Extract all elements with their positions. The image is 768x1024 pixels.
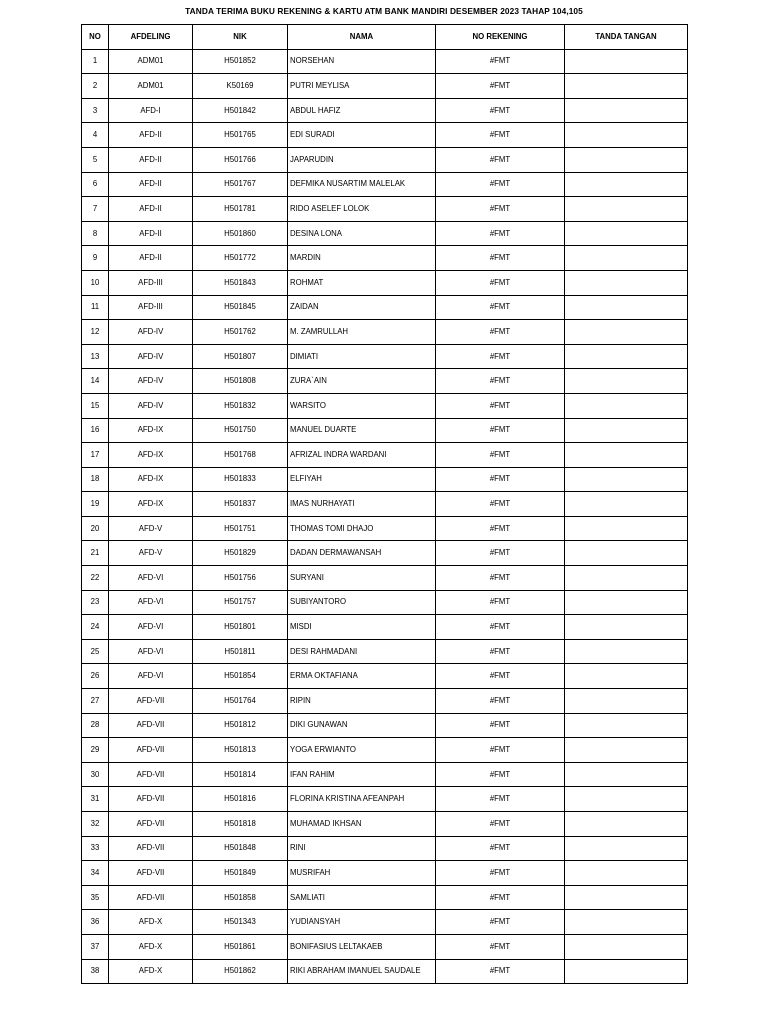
cell-nik: H501858 — [193, 885, 288, 910]
cell-tanda-tangan — [565, 934, 688, 959]
cell-no: 35 — [82, 885, 109, 910]
cell-nama: JAPARUDIN — [288, 147, 436, 172]
cell-afdeling: AFD-IV — [109, 369, 193, 394]
cell-afdeling: AFD-IX — [109, 492, 193, 517]
cell-tanda-tangan — [565, 910, 688, 935]
cell-afdeling: AFD-II — [109, 147, 193, 172]
cell-afdeling: AFD-III — [109, 295, 193, 320]
cell-afdeling: AFD-X — [109, 910, 193, 935]
cell-nama: MUHAMAD IKHSAN — [288, 812, 436, 837]
cell-no: 30 — [82, 762, 109, 787]
table-row — [82, 566, 688, 591]
cell-nama: DESI RAHMADANI — [288, 639, 436, 664]
cell-tanda-tangan — [565, 516, 688, 541]
cell-afdeling: AFD-VII — [109, 836, 193, 861]
cell-nama: M. ZAMRULLAH — [288, 320, 436, 345]
table-row — [82, 320, 688, 345]
cell-no-rekening: #FMT — [436, 861, 565, 886]
cell-tanda-tangan — [565, 393, 688, 418]
cell-no: 34 — [82, 861, 109, 886]
cell-afdeling: AFD-VII — [109, 861, 193, 886]
cell-no: 24 — [82, 615, 109, 640]
cell-tanda-tangan — [565, 639, 688, 664]
cell-nik: H501832 — [193, 393, 288, 418]
cell-no: 13 — [82, 344, 109, 369]
cell-no: 1 — [82, 49, 109, 74]
cell-nik: H501848 — [193, 836, 288, 861]
cell-nik: H501818 — [193, 812, 288, 837]
cell-afdeling: AFD-VII — [109, 885, 193, 910]
cell-nik: H501343 — [193, 910, 288, 935]
table-row — [82, 172, 688, 197]
cell-no-rekening: #FMT — [436, 393, 565, 418]
column-header-tanda-tangan: TANDA TANGAN — [565, 25, 688, 50]
table-row — [82, 836, 688, 861]
table-header — [82, 25, 688, 50]
cell-nik: H501837 — [193, 492, 288, 517]
cell-no-rekening: #FMT — [436, 713, 565, 738]
cell-afdeling: AFD-IV — [109, 344, 193, 369]
cell-nik: H501765 — [193, 123, 288, 148]
cell-nama: DIMIATI — [288, 344, 436, 369]
cell-nama: ZURA`AIN — [288, 369, 436, 394]
cell-tanda-tangan — [565, 787, 688, 812]
cell-nama: EDI SURADI — [288, 123, 436, 148]
cell-tanda-tangan — [565, 270, 688, 295]
cell-nama: IFAN RAHIM — [288, 762, 436, 787]
cell-nik: H501757 — [193, 590, 288, 615]
cell-nama: SUBIYANTORO — [288, 590, 436, 615]
cell-tanda-tangan — [565, 369, 688, 394]
cell-afdeling: AFD-VII — [109, 738, 193, 763]
table-row — [82, 516, 688, 541]
table-row — [82, 664, 688, 689]
cell-nik: H501845 — [193, 295, 288, 320]
cell-nama: FLORINA KRISTINA AFEANPAH — [288, 787, 436, 812]
cell-afdeling: AFD-IX — [109, 418, 193, 443]
cell-tanda-tangan — [565, 713, 688, 738]
table-row — [82, 270, 688, 295]
cell-no-rekening: #FMT — [436, 516, 565, 541]
cell-afdeling: ADM01 — [109, 49, 193, 74]
cell-nama: MANUEL DUARTE — [288, 418, 436, 443]
cell-nama: MUSRIFAH — [288, 861, 436, 886]
cell-no: 10 — [82, 270, 109, 295]
cell-tanda-tangan — [565, 541, 688, 566]
table-row — [82, 590, 688, 615]
cell-tanda-tangan — [565, 812, 688, 837]
cell-nama: MARDIN — [288, 246, 436, 271]
cell-afdeling: AFD-VII — [109, 812, 193, 837]
cell-afdeling: AFD-X — [109, 934, 193, 959]
cell-no-rekening: #FMT — [436, 369, 565, 394]
cell-no-rekening: #FMT — [436, 270, 565, 295]
cell-tanda-tangan — [565, 147, 688, 172]
cell-tanda-tangan — [565, 172, 688, 197]
cell-no: 36 — [82, 910, 109, 935]
table-row — [82, 123, 688, 148]
cell-nik: H501764 — [193, 689, 288, 714]
cell-afdeling: AFD-VI — [109, 566, 193, 591]
cell-nama: PUTRI MEYLISA — [288, 74, 436, 99]
cell-no: 38 — [82, 959, 109, 984]
column-header-no-rekening: NO REKENING — [436, 25, 565, 50]
cell-nik: H501762 — [193, 320, 288, 345]
cell-afdeling: AFD-V — [109, 516, 193, 541]
cell-nik: H501816 — [193, 787, 288, 812]
table-row — [82, 246, 688, 271]
table-row — [82, 147, 688, 172]
cell-nama: ZAIDAN — [288, 295, 436, 320]
cell-no-rekening: #FMT — [436, 812, 565, 837]
cell-no: 11 — [82, 295, 109, 320]
cell-no: 26 — [82, 664, 109, 689]
cell-afdeling: AFD-IX — [109, 467, 193, 492]
cell-no-rekening: #FMT — [436, 590, 565, 615]
cell-no-rekening: #FMT — [436, 295, 565, 320]
cell-nama: RINI — [288, 836, 436, 861]
cell-nama: MISDI — [288, 615, 436, 640]
cell-nik: H501807 — [193, 344, 288, 369]
cell-afdeling: AFD-VI — [109, 664, 193, 689]
cell-tanda-tangan — [565, 98, 688, 123]
cell-tanda-tangan — [565, 123, 688, 148]
cell-no-rekening: #FMT — [436, 566, 565, 591]
cell-tanda-tangan — [565, 221, 688, 246]
cell-tanda-tangan — [565, 689, 688, 714]
table-row — [82, 344, 688, 369]
table-row — [82, 713, 688, 738]
cell-nama: DIKI GUNAWAN — [288, 713, 436, 738]
cell-nama: IMAS NURHAYATI — [288, 492, 436, 517]
cell-tanda-tangan — [565, 197, 688, 222]
table-row — [82, 541, 688, 566]
cell-nik: H501829 — [193, 541, 288, 566]
cell-nik: H501772 — [193, 246, 288, 271]
cell-no-rekening: #FMT — [436, 246, 565, 271]
cell-no-rekening: #FMT — [436, 443, 565, 468]
cell-nama: ERMA OKTAFIANA — [288, 664, 436, 689]
table-row — [82, 74, 688, 99]
cell-nik: H501849 — [193, 861, 288, 886]
cell-no: 21 — [82, 541, 109, 566]
cell-no: 29 — [82, 738, 109, 763]
cell-afdeling: AFD-V — [109, 541, 193, 566]
cell-no: 16 — [82, 418, 109, 443]
cell-no-rekening: #FMT — [436, 221, 565, 246]
cell-no: 19 — [82, 492, 109, 517]
cell-tanda-tangan — [565, 861, 688, 886]
cell-no: 23 — [82, 590, 109, 615]
cell-tanda-tangan — [565, 836, 688, 861]
cell-afdeling: AFD-IV — [109, 393, 193, 418]
cell-no-rekening: #FMT — [436, 762, 565, 787]
cell-nik: H501814 — [193, 762, 288, 787]
cell-nik: H501813 — [193, 738, 288, 763]
cell-nama: DESINA LONA — [288, 221, 436, 246]
cell-no: 22 — [82, 566, 109, 591]
receipt-table — [81, 24, 688, 984]
cell-nama: DEFMIKA NUSARTIM MALELAK — [288, 172, 436, 197]
cell-nama: THOMAS TOMI DHAJO — [288, 516, 436, 541]
cell-nama: RIPIN — [288, 689, 436, 714]
cell-no-rekening: #FMT — [436, 934, 565, 959]
cell-nik: H501756 — [193, 566, 288, 591]
cell-afdeling: AFD-II — [109, 172, 193, 197]
cell-no-rekening: #FMT — [436, 910, 565, 935]
table-row — [82, 812, 688, 837]
cell-no: 12 — [82, 320, 109, 345]
table-row — [82, 959, 688, 984]
cell-no-rekening: #FMT — [436, 74, 565, 99]
table-row — [82, 615, 688, 640]
cell-no-rekening: #FMT — [436, 541, 565, 566]
table-row — [82, 762, 688, 787]
cell-nik: H501843 — [193, 270, 288, 295]
cell-nama: NORSEHAN — [288, 49, 436, 74]
cell-afdeling: ADM01 — [109, 74, 193, 99]
cell-no-rekening: #FMT — [436, 836, 565, 861]
table-row — [82, 885, 688, 910]
cell-afdeling: AFD-VII — [109, 713, 193, 738]
cell-no-rekening: #FMT — [436, 615, 565, 640]
table-row — [82, 49, 688, 74]
cell-tanda-tangan — [565, 295, 688, 320]
cell-no: 9 — [82, 246, 109, 271]
cell-nama: ELFIYAH — [288, 467, 436, 492]
table-row — [82, 934, 688, 959]
cell-afdeling: AFD-VII — [109, 689, 193, 714]
cell-nama: SURYANI — [288, 566, 436, 591]
cell-nama: BONIFASIUS LELTAKAEB — [288, 934, 436, 959]
cell-no-rekening: #FMT — [436, 492, 565, 517]
document-title: TANDA TERIMA BUKU REKENING & KARTU ATM BANK MANDIRI DESEMBER 2023 TAHAP 104,105 — [185, 6, 583, 16]
cell-afdeling: AFD-II — [109, 221, 193, 246]
table-row — [82, 910, 688, 935]
cell-no-rekening: #FMT — [436, 738, 565, 763]
cell-no: 37 — [82, 934, 109, 959]
table-row — [82, 639, 688, 664]
table-row — [82, 393, 688, 418]
cell-nik: H501751 — [193, 516, 288, 541]
table-row — [82, 221, 688, 246]
cell-nik: K50169 — [193, 74, 288, 99]
cell-nik: H501861 — [193, 934, 288, 959]
cell-no: 4 — [82, 123, 109, 148]
cell-afdeling: AFD-II — [109, 246, 193, 271]
cell-no: 20 — [82, 516, 109, 541]
cell-nama: YOGA ERWIANTO — [288, 738, 436, 763]
cell-nama: DADAN DERMAWANSAH — [288, 541, 436, 566]
cell-tanda-tangan — [565, 74, 688, 99]
cell-nik: H501842 — [193, 98, 288, 123]
cell-nama: RIDO ASELEF LOLOK — [288, 197, 436, 222]
cell-nik: H501781 — [193, 197, 288, 222]
cell-nik: H501801 — [193, 615, 288, 640]
cell-no-rekening: #FMT — [436, 689, 565, 714]
cell-afdeling: AFD-VII — [109, 787, 193, 812]
cell-nama: ROHMAT — [288, 270, 436, 295]
cell-tanda-tangan — [565, 418, 688, 443]
cell-no: 18 — [82, 467, 109, 492]
header-row — [82, 25, 688, 50]
cell-afdeling: AFD-VI — [109, 639, 193, 664]
cell-nik: H501767 — [193, 172, 288, 197]
cell-tanda-tangan — [565, 615, 688, 640]
cell-no-rekening: #FMT — [436, 639, 565, 664]
cell-no: 6 — [82, 172, 109, 197]
column-header-nama: NAMA — [288, 25, 436, 50]
cell-nama: AFRIZAL INDRA WARDANI — [288, 443, 436, 468]
column-header-afdeling: AFDELING — [109, 25, 193, 50]
cell-no-rekening: #FMT — [436, 467, 565, 492]
cell-afdeling: AFD-VI — [109, 590, 193, 615]
table-row — [82, 861, 688, 886]
cell-tanda-tangan — [565, 885, 688, 910]
cell-no: 32 — [82, 812, 109, 837]
cell-no-rekening: #FMT — [436, 147, 565, 172]
cell-nik: H501812 — [193, 713, 288, 738]
table-body — [82, 49, 688, 984]
cell-no-rekening: #FMT — [436, 320, 565, 345]
cell-afdeling: AFD-II — [109, 123, 193, 148]
table-row — [82, 689, 688, 714]
column-header-nik: NIK — [193, 25, 288, 50]
cell-no-rekening: #FMT — [436, 787, 565, 812]
cell-afdeling: AFD-I — [109, 98, 193, 123]
table-row — [82, 369, 688, 394]
cell-tanda-tangan — [565, 344, 688, 369]
table-row — [82, 443, 688, 468]
table-row — [82, 418, 688, 443]
cell-no: 25 — [82, 639, 109, 664]
cell-tanda-tangan — [565, 49, 688, 74]
cell-nama: ABDUL HAFIZ — [288, 98, 436, 123]
cell-nama: SAMLIATI — [288, 885, 436, 910]
cell-no: 15 — [82, 393, 109, 418]
cell-no: 27 — [82, 689, 109, 714]
cell-nik: H501862 — [193, 959, 288, 984]
cell-afdeling: AFD-II — [109, 197, 193, 222]
cell-no: 14 — [82, 369, 109, 394]
cell-no-rekening: #FMT — [436, 197, 565, 222]
cell-no: 5 — [82, 147, 109, 172]
cell-no-rekening: #FMT — [436, 172, 565, 197]
cell-nik: H501833 — [193, 467, 288, 492]
table-row — [82, 492, 688, 517]
table-row — [82, 467, 688, 492]
cell-tanda-tangan — [565, 320, 688, 345]
cell-no-rekening: #FMT — [436, 885, 565, 910]
cell-tanda-tangan — [565, 492, 688, 517]
cell-tanda-tangan — [565, 762, 688, 787]
cell-afdeling: AFD-III — [109, 270, 193, 295]
cell-no: 3 — [82, 98, 109, 123]
cell-no: 28 — [82, 713, 109, 738]
cell-no-rekening: #FMT — [436, 959, 565, 984]
column-header-no: NO — [82, 25, 109, 50]
cell-no: 31 — [82, 787, 109, 812]
cell-nik: H501768 — [193, 443, 288, 468]
cell-tanda-tangan — [565, 566, 688, 591]
cell-tanda-tangan — [565, 246, 688, 271]
table-row — [82, 295, 688, 320]
cell-nik: H501811 — [193, 639, 288, 664]
cell-nama: WARSITO — [288, 393, 436, 418]
table-row — [82, 787, 688, 812]
cell-nama: RIKI ABRAHAM IMANUEL SAUDALE — [288, 959, 436, 984]
cell-no-rekening: #FMT — [436, 98, 565, 123]
cell-nik: H501766 — [193, 147, 288, 172]
cell-no-rekening: #FMT — [436, 344, 565, 369]
cell-no: 2 — [82, 74, 109, 99]
table-row — [82, 197, 688, 222]
cell-nama: YUDIANSYAH — [288, 910, 436, 935]
cell-no-rekening: #FMT — [436, 418, 565, 443]
table-row — [82, 738, 688, 763]
cell-tanda-tangan — [565, 590, 688, 615]
table-row — [82, 98, 688, 123]
cell-afdeling: AFD-X — [109, 959, 193, 984]
cell-afdeling: AFD-IX — [109, 443, 193, 468]
cell-no-rekening: #FMT — [436, 49, 565, 74]
cell-no: 8 — [82, 221, 109, 246]
cell-tanda-tangan — [565, 738, 688, 763]
cell-nik: H501852 — [193, 49, 288, 74]
cell-nik: H501860 — [193, 221, 288, 246]
cell-no-rekening: #FMT — [436, 664, 565, 689]
cell-no: 33 — [82, 836, 109, 861]
cell-nik: H501750 — [193, 418, 288, 443]
cell-tanda-tangan — [565, 959, 688, 984]
cell-no: 7 — [82, 197, 109, 222]
cell-tanda-tangan — [565, 443, 688, 468]
cell-tanda-tangan — [565, 467, 688, 492]
cell-afdeling: AFD-IV — [109, 320, 193, 345]
cell-nik: H501808 — [193, 369, 288, 394]
cell-afdeling: AFD-VI — [109, 615, 193, 640]
cell-no: 17 — [82, 443, 109, 468]
cell-nik: H501854 — [193, 664, 288, 689]
cell-afdeling: AFD-VII — [109, 762, 193, 787]
cell-tanda-tangan — [565, 664, 688, 689]
cell-no-rekening: #FMT — [436, 123, 565, 148]
